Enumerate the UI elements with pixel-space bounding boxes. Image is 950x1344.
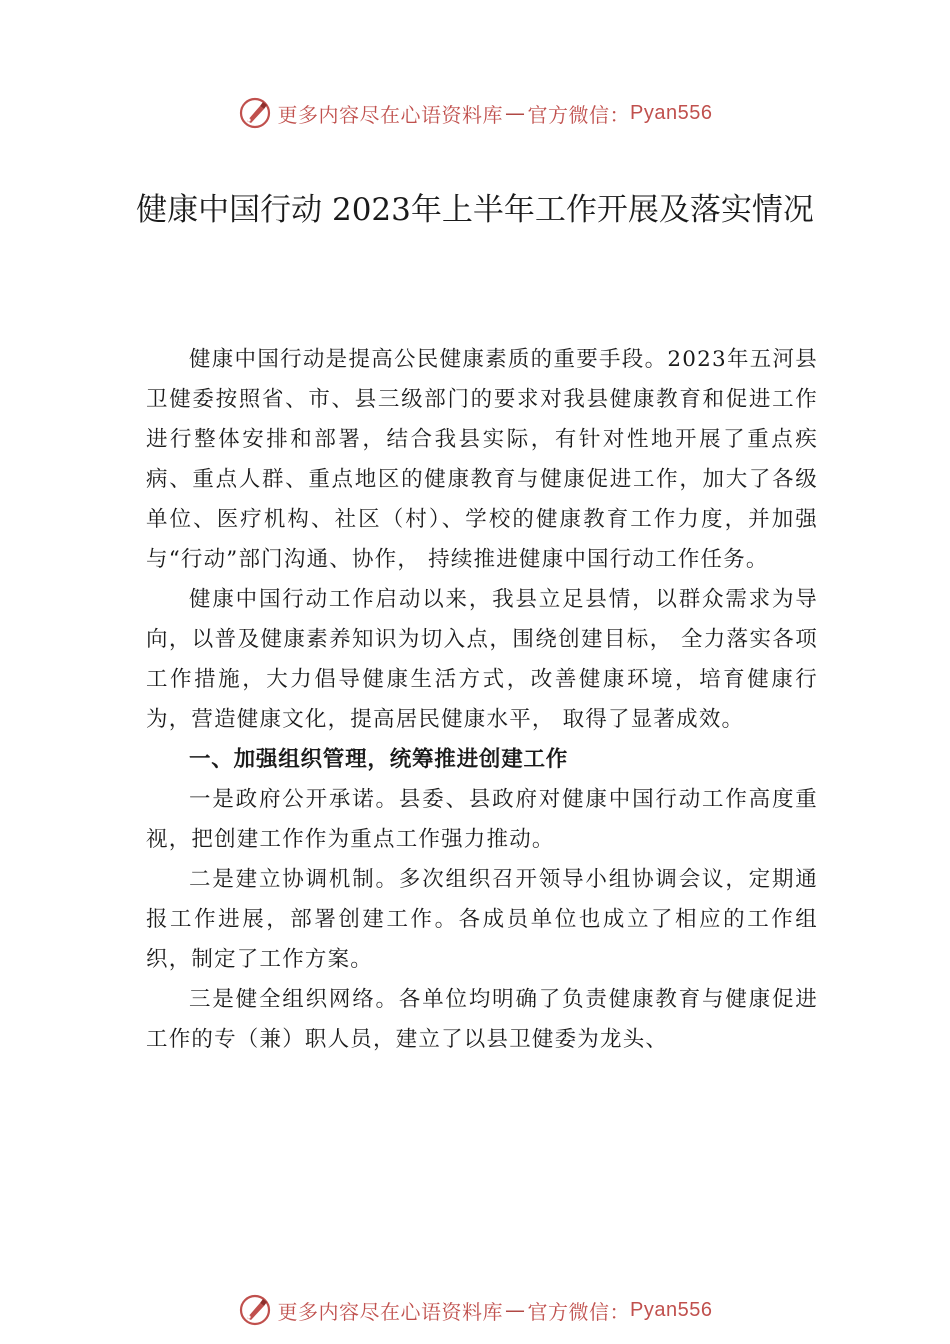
body-paragraph: 健康中国行动是提高公民健康素质的重要手段。2023年五河县卫健委按照省、市、县三级部门的要求对我县健康教育和促进工作进行整体安排和部署，结合我县实际，有针对性地开展了重点疾病、重点人群、重点地区的健康教育与健康促进工作，加大了各级单位、医疗机构、社区（村）、学校的健康教育工作力度，并加强与“行动”部门沟通、协作， 持续推进健康中国行动工作任务。 <box>146 347 818 572</box>
watermark-banner-top <box>0 93 950 133</box>
document-title: 健康中国行动 2023年上半年工作开展及落实情况 <box>136 192 814 228</box>
watermark-banner-bottom <box>0 1290 950 1330</box>
pen-nib-logo-icon <box>238 1293 272 1327</box>
document-body <box>146 340 818 1060</box>
watermark-text: 更多内容尽在心语资料库 <box>277 1299 504 1324</box>
watermark-text: 更多内容尽在心语资料库 <box>277 102 504 127</box>
body-paragraph: 三是健全组织网络。各单位均明确了负责健康教育与健康促进工作的专（兼）职人员，建立了以县卫健委为龙头、 <box>146 987 818 1052</box>
watermark-handle: Pyan556 <box>630 101 713 124</box>
pen-nib-logo-icon <box>238 96 272 130</box>
watermark-label: 官方微信： <box>527 1299 631 1324</box>
watermark-handle: Pyan556 <box>630 1298 713 1321</box>
watermark-dash: — <box>505 1298 526 1322</box>
body-paragraph: 一是政府公开承诺。县委、县政府对健康中国行动工作高度重视，把创建工作作为重点工作强力推动。 <box>146 787 818 852</box>
watermark-label: 官方微信： <box>527 102 631 127</box>
body-paragraph: 二是建立协调机制。多次组织召开领导小组协调会议，定期通报工作进展，部署创建工作。各成员单位也成立了相应的工作组织，制定了工作方案。 <box>146 867 818 972</box>
section-heading: 一、加强组织管理，统筹推进创建工作 <box>189 747 569 772</box>
body-paragraph: 健康中国行动工作启动以来，我县立足县情，以群众需求为导向，以普及健康素养知识为切入点，围绕创建目标， 全力落实各项工作措施，大力倡导健康生活方式，改善健康环境，培育健康行为，营造健康文化，提高居民健康水平， 取得了显著成效。 <box>146 587 818 732</box>
watermark-dash: — <box>505 101 526 125</box>
